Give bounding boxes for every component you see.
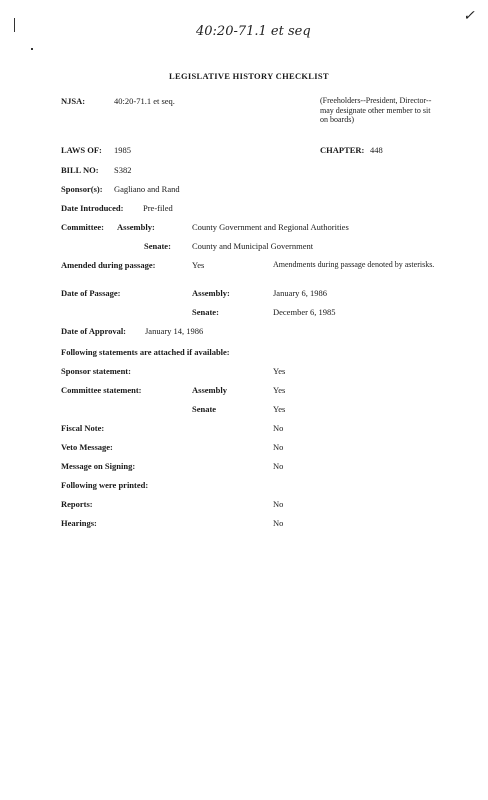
njsa-note: (Freeholders--President, Director--may designate other member to sit on boards) [320, 96, 432, 124]
passage-assembly-value: January 6, 1986 [273, 288, 328, 298]
passage-assembly-label: Assembly: [192, 288, 230, 298]
hearings-value: No [273, 518, 284, 528]
sponsors-label: Sponsor(s): [61, 184, 103, 194]
committee-statement-senate-value: Yes [273, 404, 286, 414]
message-on-signing-label: Message on Signing: [61, 461, 136, 471]
approval-value: January 14, 1986 [145, 326, 204, 336]
laws-of-value: 1985 [114, 145, 131, 155]
committee-statement-assembly-label: Assembly [192, 385, 227, 395]
fiscal-note-label: Fiscal Note: [61, 423, 105, 433]
committee-assembly-value: County Government and Regional Authorities [192, 222, 349, 232]
committee-assembly-label: Assembly: [117, 222, 155, 232]
amended-value: Yes [192, 260, 205, 270]
committee-statement-label: Committee statement: [61, 385, 142, 395]
njsa-value: 40:20-71.1 et seq. [114, 96, 175, 106]
hearings-label: Hearings: [61, 518, 97, 528]
page-title: LEGISLATIVE HISTORY CHECKLIST [169, 71, 329, 81]
committee-statement-assembly-value: Yes [273, 385, 286, 395]
chapter-label: CHAPTER: [320, 145, 365, 155]
bill-no-label: BILL NO: [61, 165, 99, 175]
date-introduced-value: Pre-filed [143, 203, 173, 213]
committee-senate-value: County and Municipal Government [192, 241, 314, 251]
veto-message-label: Veto Message: [61, 442, 113, 452]
printed-heading: Following were printed: [61, 480, 149, 490]
amended-label: Amended during passage: [61, 260, 156, 270]
reports-value: No [273, 499, 284, 509]
chapter-value: 448 [370, 145, 383, 155]
passage-senate-value: December 6, 1985 [273, 307, 336, 317]
veto-message-value: No [273, 442, 284, 452]
sponsor-statement-label: Sponsor statement: [61, 366, 131, 376]
handwritten-citation: 40:20-71.1 et seq [196, 24, 311, 39]
bill-no-value: S382 [114, 165, 132, 175]
sponsors-value: Gagliano and Rand [114, 184, 180, 194]
laws-of-label: LAWS OF: [61, 145, 102, 155]
scan-mark [14, 18, 15, 32]
checkmark-icon: ✓ [463, 8, 475, 24]
committee-statement-senate-label: Senate [192, 404, 217, 414]
amended-note: Amendments during passage denoted by asterisks. [273, 260, 435, 269]
date-introduced-label: Date Introduced: [61, 203, 124, 213]
fiscal-note-value: No [273, 423, 284, 433]
njsa-label: NJSA: [61, 96, 86, 106]
passage-senate-label: Senate: [192, 307, 219, 317]
message-on-signing-value: No [273, 461, 284, 471]
passage-label: Date of Passage: [61, 288, 121, 298]
approval-label: Date of Approval: [61, 326, 127, 336]
attached-heading: Following statements are attached if available: [61, 347, 230, 357]
committee-senate-label: Senate: [144, 241, 171, 251]
sponsor-statement-value: Yes [273, 366, 286, 376]
scan-dot [31, 48, 33, 50]
reports-label: Reports: [61, 499, 93, 509]
committee-label: Committee: [61, 222, 104, 232]
